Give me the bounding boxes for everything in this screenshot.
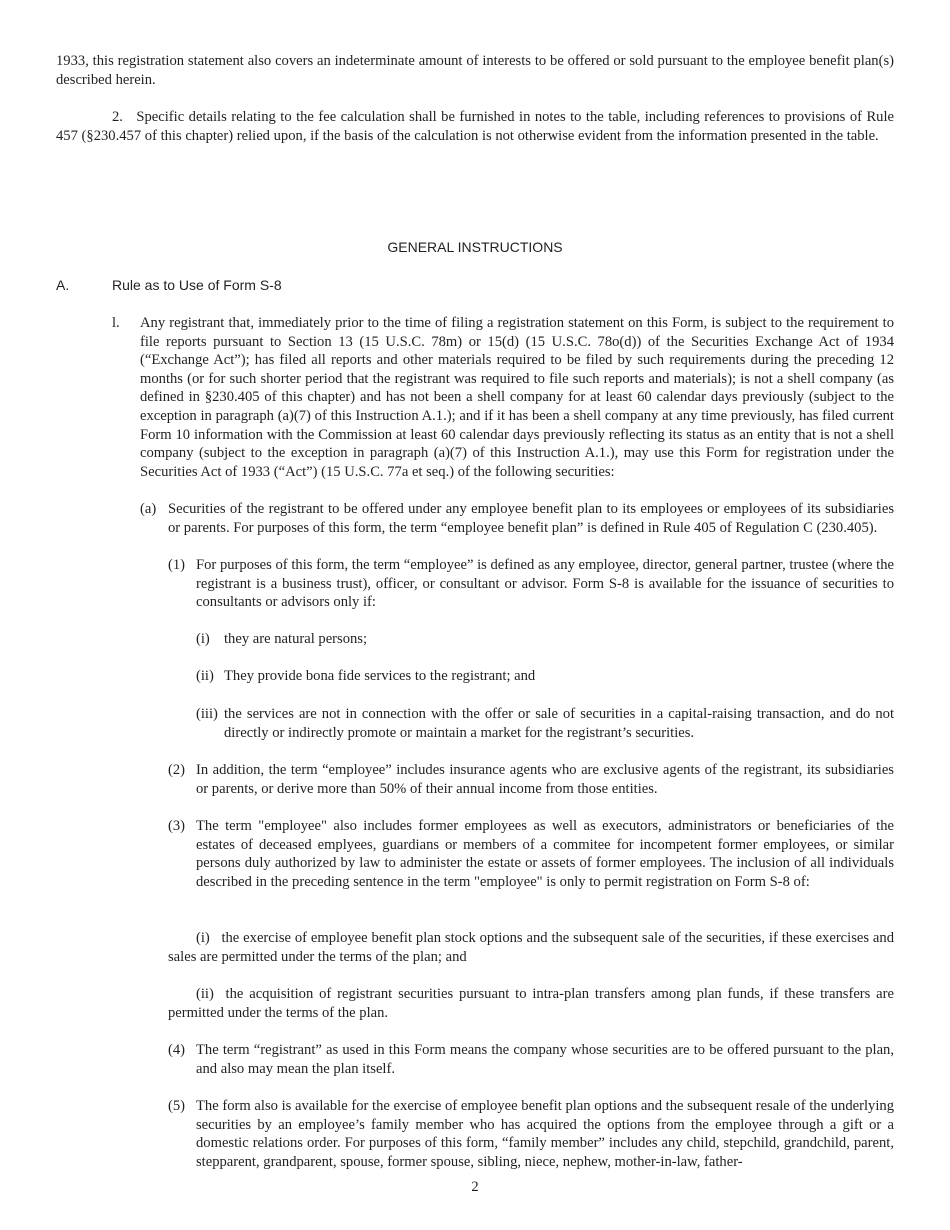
subitem-1-i-text: they are natural persons;: [224, 631, 368, 647]
subitem-5-number: (5): [168, 1098, 186, 1114]
subitem-3-ii-text: the acquisition of registrant securities pursuant to intra-plan transfers among plan funds, if these transfers are permitted under the terms of the plan.: [168, 986, 894, 1021]
general-instructions-heading: GENERAL INSTRUCTIONS: [387, 239, 563, 255]
subitem-5-text: The form also is available for the exercise of employee benefit plan options and the subsequent resale of the underlying securities by an employee’s family member who has acquired the options from the employee through a gift or a domestic relations order. For purposes of this form, “family member” includes any child, stepchild, grandchild, parent, stepparent, grandparent, spouse, former spouse, sibling, niece, nephew, mother-in-law, father-: [196, 1098, 894, 1170]
subitem-3-i-number: (i): [196, 930, 210, 946]
page-number: 2: [471, 1179, 479, 1195]
item-a-number: (a): [140, 501, 157, 517]
subitem-1-iii-number: (iii): [196, 706, 218, 722]
subitem-4-number: (4): [168, 1042, 186, 1058]
subitem-3-i-text: the exercise of employee benefit plan stock options and the subsequent sale of the securities, if these exercises and sales are permitted under the terms of the plan; and: [168, 930, 895, 965]
subitem-4-text: The term “registrant” as used in this Form means the company whose securities are to be offered pursuant to the plan, and also may mean the plan itself.: [196, 1042, 894, 1077]
subitem-3-text: The term "employee" also includes former employees as well as executors, administrators or beneficiaries of the estates of deceased emplyees, guardians or members of a commitee for incompetent former employees, or similar persons duly authorized by law to administer the estate or assets of former employees. The inclusion of all individuals described in the preceding sentence in the term "employee" is only to permit registration on Form S-8 of:: [196, 818, 894, 890]
item-1-number: l.: [112, 315, 120, 331]
subitem-1-ii-text: They provide bona fide services to the registrant; and: [224, 668, 536, 684]
subitem-3-ii: [168, 985, 894, 1022]
subitem-1-text: For purposes of this form, the term “employee” is defined as any employee, director, general partner, trustee (where the registrant is a business trust), officer, or consultant or advisor. Form S-8 is available for the issuance of securities to consultants or advisors only if:: [196, 557, 894, 611]
subitem-1-ii-number: (ii): [196, 668, 214, 684]
section-a-label: A.: [56, 277, 70, 293]
subitem-3-ii-number: (ii): [196, 986, 214, 1002]
subitem-2-text: In addition, the term “employee” includes insurance agents who are exclusive agents of the registrant, its subsidiaries or parents, or derive more than 50% of their annual income from those entities.: [196, 762, 894, 797]
subitem-3-number: (3): [168, 818, 186, 834]
subitem-1-number: (1): [168, 557, 186, 573]
intro-paragraph-1: 1933, this registration statement also covers an indeterminate amount of interests to be offered or sold pursuant to the employee benefit plan(s) described herein.: [56, 53, 894, 88]
intro-paragraph-2: [56, 108, 894, 145]
subitem-2-number: (2): [168, 762, 186, 778]
subitem-1-i-number: (i): [196, 631, 210, 647]
subitem-3-i: [168, 929, 894, 966]
intro-paragraph-2-text: Specific details relating to the fee calculation shall be furnished in notes to the table, including references to provisions of Rule 457 (§230.457 of this chapter) relied upon, if the basis of the calculation is not otherwise evident from the information presented in the table.: [56, 109, 895, 144]
item-a-text: Securities of the registrant to be offered under any employee benefit plan to its employees or employees of its subsidiaries or parents. For purposes of this form, the term “employee benefit plan” is defined in Rule 405 of Regulation C (230.405).: [168, 501, 894, 536]
intro-paragraph-2-number: 2.: [112, 109, 123, 125]
section-a-title: Rule as to Use of Form S-8: [112, 277, 282, 293]
item-1-text: Any registrant that, immediately prior to the time of filing a registration statement on this Form, is subject to the requirement to file reports pursuant to Section 13 (15 U.S.C. 78m) or 15(d) (15 U.S.C. 78o(d)) of the Securities Exchange Act of 1934 (“Exchange Act”); has filed all reports and other materials required to be filed by such requirements during the preceding 12 months (or for such shorter period that the registrant was required to file such reports and materials); is not a shell company (as defined in §230.405 of this chapter) and has not been a shell company for at least 60 calendar days previously (subject to the exception in paragraph (a)(7) of this Instruction A.1.); and if it has been a shell company at any time previously, has filed current Form 10 information with the Commission at least 60 calendar days previously reflecting its status as an entity that is not a shell company (subject to the exception in paragraph (a)(7) of this Instruction A.1.), may use this Form for registration under the Securities Act of 1933 (“Act”) (15 U.S.C. 77a et seq.) of the following securities:: [140, 315, 894, 480]
subitem-1-iii-text: the services are not in connection with the offer or sale of securities in a capital-raising transaction, and do not directly or indirectly promote or maintain a market for the registrant’s securities.: [224, 706, 894, 741]
